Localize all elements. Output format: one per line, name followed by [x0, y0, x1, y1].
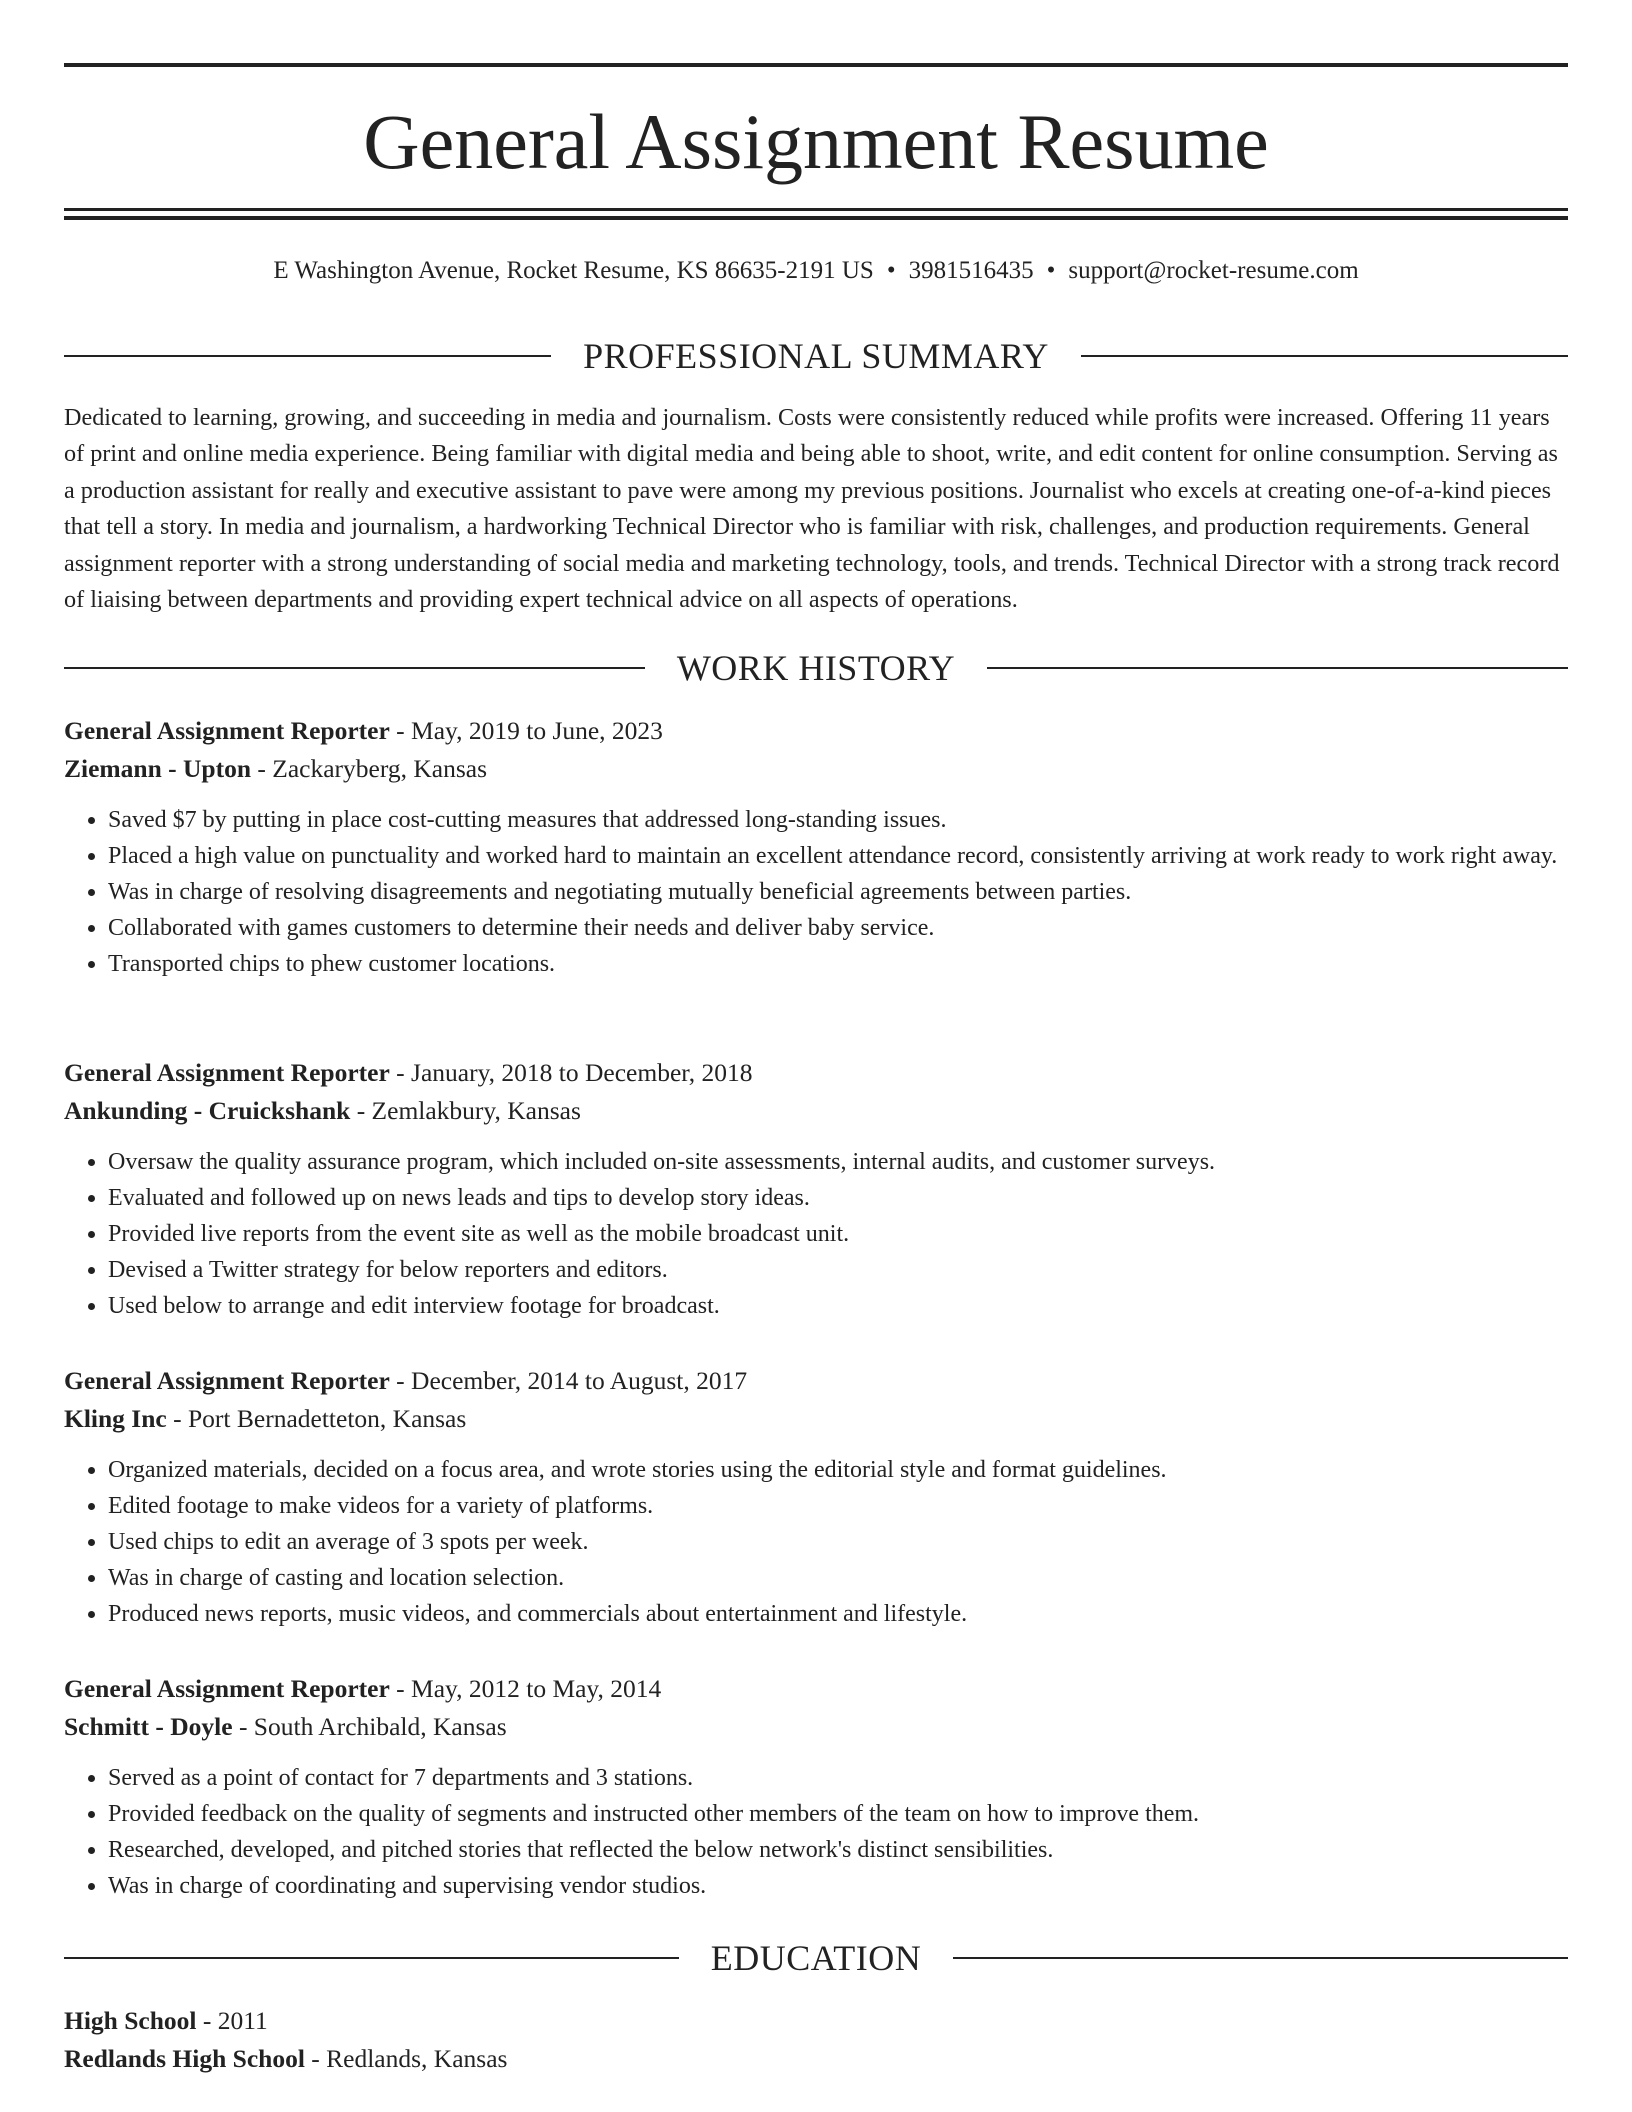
job-bullet: • Devised a Twitter strategy for below reporters and editors.: [108, 1252, 1568, 1288]
job-company: Kling Inc: [64, 1404, 167, 1433]
job-bullet: • Produced news reports, music videos, and commercials about entertainment and lifestyle.: [108, 1596, 1568, 1632]
job-bullet: • Transported chips to phew customer locations.: [108, 946, 1568, 982]
section-heading-label: EDUCATION: [710, 1938, 922, 1978]
section-heading-education: [64, 1936, 1568, 1980]
heading-rule: [953, 1957, 1568, 1959]
job-title: General Assignment Reporter: [64, 1058, 390, 1087]
header-bottom-rule: [64, 208, 1568, 211]
job-title-line: [64, 1670, 1568, 1708]
job-title-line: [64, 712, 1568, 750]
job-bullet: • Evaluated and followed up on news leads and tips to develop story ideas.: [108, 1180, 1568, 1216]
job-bullet: • Edited footage to make videos for a variety of platforms.: [108, 1488, 1568, 1524]
job-entry: [64, 1670, 1568, 1904]
job-location: - Port Bernadetteton, Kansas: [166, 1404, 467, 1433]
contact-separator: •: [1046, 257, 1056, 284]
job-bullet-list: [64, 1452, 1568, 1632]
job-bullet: • Served as a point of contact for 7 departments and 3 stations.: [108, 1760, 1568, 1796]
education-school: Redlands High School: [64, 2044, 305, 2073]
job-bullet: • Saved $7 by putting in place cost-cutting measures that addressed long-standing issues.: [108, 802, 1568, 838]
job-title: General Assignment Reporter: [64, 716, 390, 745]
heading-rule: [987, 667, 1568, 669]
job-entry: [64, 1054, 1568, 1324]
job-bullet: • Oversaw the quality assurance program, which included on-site assessments, internal audits, and customer surveys.: [108, 1144, 1568, 1180]
contact-separator: •: [886, 257, 896, 284]
job-location: - South Archibald, Kansas: [232, 1712, 507, 1741]
job-dates: - January, 2018 to December, 2018: [389, 1058, 753, 1087]
job-bullet: • Organized materials, decided on a focus area, and wrote stories using the editorial style and format guidelines.: [108, 1452, 1568, 1488]
job-company: Ankunding - Cruickshank: [64, 1096, 351, 1125]
education-entry: [64, 2002, 1568, 2078]
contact-line: [64, 254, 1568, 288]
job-bullet: • Provided feedback on the quality of segments and instructed other members of the team on how to improve them.: [108, 1796, 1568, 1832]
job-bullet: • Used chips to edit an average of 3 spots per week.: [108, 1524, 1568, 1560]
resume-title: General Assignment Resume: [363, 98, 1269, 185]
job-entry: [64, 712, 1568, 982]
education-degree-line: [64, 2002, 1568, 2040]
header-bottom-rule-thick: [64, 216, 1568, 220]
education-school-line: [64, 2040, 1568, 2078]
contact-email: support@rocket-resume.com: [1068, 257, 1359, 284]
job-title-line: [64, 1054, 1568, 1092]
job-bullet-list: [64, 1760, 1568, 1904]
job-bullet: • Placed a high value on punctuality and worked hard to maintain an excellent attendance record, consistently arriving at work ready to work right away.: [108, 838, 1568, 874]
job-dates: - May, 2019 to June, 2023: [389, 716, 663, 745]
job-title: General Assignment Reporter: [64, 1674, 390, 1703]
job-dates: - December, 2014 to August, 2017: [389, 1366, 748, 1395]
header-top-rule: [64, 63, 1568, 67]
job-company: Schmitt - Doyle: [64, 1712, 233, 1741]
contact-address: E Washington Avenue, Rocket Resume, KS 86635-2191 US: [273, 257, 874, 284]
education-location: - Redlands, Kansas: [304, 2044, 508, 2073]
heading-rule: [64, 667, 645, 669]
job-title: General Assignment Reporter: [64, 1366, 390, 1395]
job-dates: - May, 2012 to May, 2014: [389, 1674, 662, 1703]
job-company-line: [64, 1400, 1568, 1438]
job-company-line: [64, 1708, 1568, 1746]
job-bullet: • Researched, developed, and pitched stories that reflected the below network's distinct sensibilities.: [108, 1832, 1568, 1868]
job-company-line: [64, 750, 1568, 788]
job-entry: [64, 1362, 1568, 1632]
section-heading-work-history: [64, 646, 1568, 690]
job-bullet: • Provided live reports from the event site as well as the mobile broadcast unit.: [108, 1216, 1568, 1252]
section-heading-label: WORK HISTORY: [676, 648, 956, 688]
job-bullet: • Was in charge of resolving disagreements and negotiating mutually beneficial agreements between parties.: [108, 874, 1568, 910]
heading-rule: [1081, 355, 1568, 357]
section-heading-label: PROFESSIONAL SUMMARY: [583, 336, 1049, 376]
contact-phone: 3981516435: [908, 257, 1034, 284]
education-degree: High School: [64, 2006, 197, 2035]
summary-text: Dedicated to learning, growing, and succeeding in media and journalism. Costs were consistently reduced while profits were increased. Offering 11 years of print and online media experience. Being familiar with digital media and being able to shoot, write, and edit content for online consumption. Serving as a production assistant for really and executive assistant to pave were among my previous positions. Journalist who excels at creating one-of-a-kind pieces that tell a story. In media and journalism, a hardworking Technical Director who is familiar with risk, challenges, and production requirements. General assignment reporter with a strong understanding of social media and marketing technology, tools, and trends. Technical Director with a strong track record of liaising between departments and providing expert technical advice on all aspects of operations.: [64, 404, 1560, 614]
job-bullet: • Was in charge of casting and location selection.: [108, 1560, 1568, 1596]
education-year: - 2011: [196, 2006, 268, 2035]
job-bullet-list: [64, 802, 1568, 982]
job-company: Ziemann - Upton: [64, 754, 252, 783]
job-bullet-list: [64, 1144, 1568, 1324]
job-company-line: [64, 1092, 1568, 1130]
job-location: - Zemlakbury, Kansas: [350, 1096, 581, 1125]
section-heading-summary: [64, 334, 1568, 378]
job-title-line: [64, 1362, 1568, 1400]
heading-rule: [64, 355, 551, 357]
job-bullet: • Was in charge of coordinating and supervising vendor studios.: [108, 1868, 1568, 1904]
heading-rule: [64, 1957, 679, 1959]
job-bullet: • Used below to arrange and edit interview footage for broadcast.: [108, 1288, 1568, 1324]
job-bullet: • Collaborated with games customers to determine their needs and deliver baby service.: [108, 910, 1568, 946]
job-location: - Zackaryberg, Kansas: [251, 754, 488, 783]
